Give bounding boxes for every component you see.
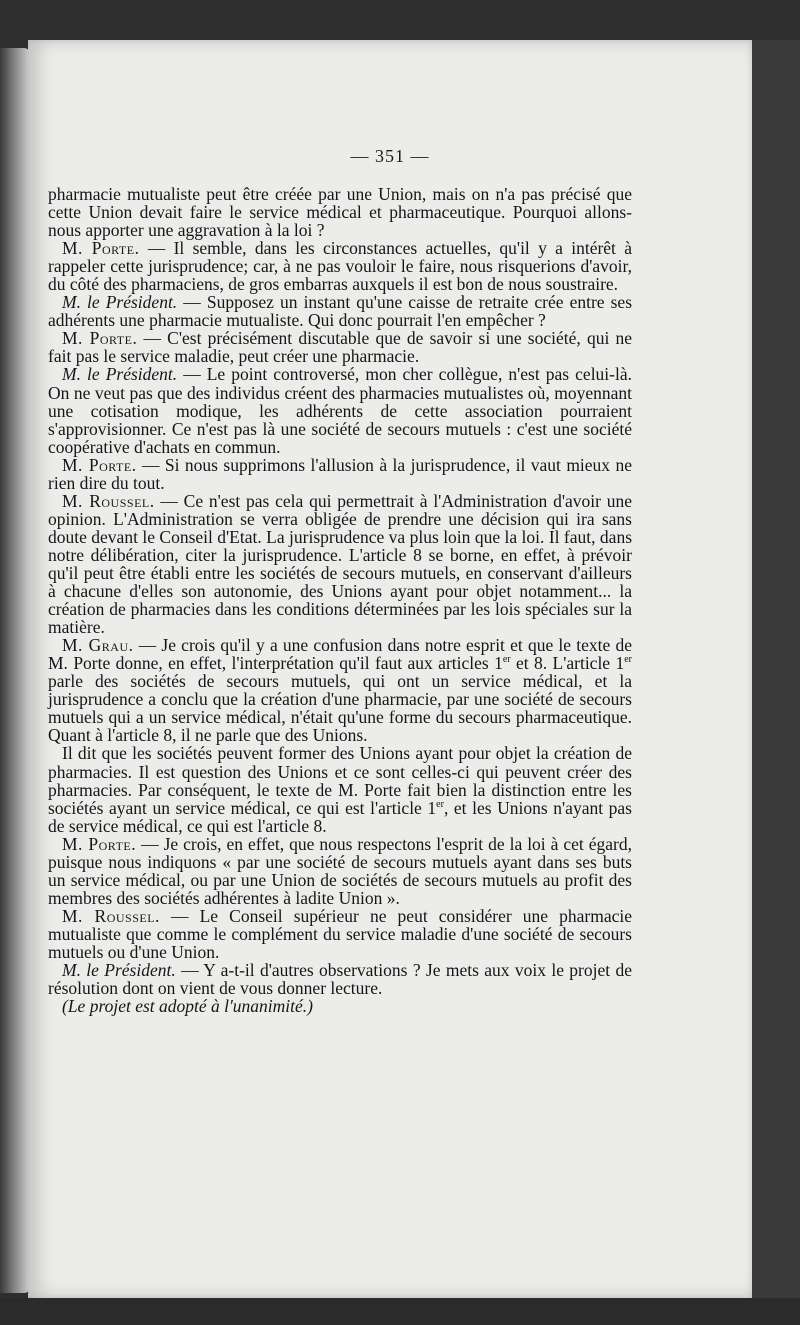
scan-background-right [752, 40, 800, 1298]
paragraph: M. Porte. — Il semble, dans les circonstances actuelles, qu'il y a intérêt à rappeler cette jurisprudence; car, à ne pas vouloir le faire, nous risquerions d'avoir, du côté des pharmaciens, de gros embarras auxquels il est bon de nous soustraire. [48, 238, 632, 295]
paragraph: M. le Président. — Supposez un instant qu'une caisse de retraite crée entre ses adhérents une pharmacie mutualiste. Qui donc pourrait l'en empêcher ? [48, 292, 633, 331]
speaker-name: M. le Président. [62, 960, 176, 981]
speaker-name: M. le Président. [62, 364, 178, 385]
paragraph: M. Roussel. — Le Conseil supérieur ne peut considérer une pharmacie mutualiste que comme le complément du service maladie d'une société de secours mutuels ou d'une Union. [48, 905, 632, 962]
speaker-name: M. Porte. [62, 238, 140, 259]
superscript: er [624, 654, 632, 666]
speaker-name: M. le Président. [62, 292, 178, 313]
speaker-name: M. Porte. [62, 328, 138, 349]
speaker-name: M. Grau. [62, 635, 134, 656]
page-number: — 351 — [350, 146, 430, 166]
paragraph: Il dit que les sociétés peuvent former des Unions ayant pour objet la création de pharmacies. Il est question des Unions et ce sont celles-ci qui peuvent créer des pharmacies. Par conséquent, le texte de M. Porte fait bien la distinction entre les sociétés ayant un service médical, ce qui est l'article 1er, et les Unions n'ayant pas de service médical, ce qui est l'article 8. [48, 743, 632, 836]
speaker-name: M. Roussel. [62, 490, 155, 511]
page-edge-left [0, 48, 30, 1293]
paragraph: M. Porte. — Je crois, en effet, que nous respectons l'esprit de la loi à cet égard, puisque nous indiquons « par une société de secours mutuels ayant dans ses buts un service médical, ou par une Union de sociétés de secours mutuels au profit des membres des sociétés adhérentes à ladite Union ». [48, 833, 632, 908]
scan-background-bottom [0, 1298, 800, 1325]
resolution-note: (Le projet est adopté à l'unanimité.) [62, 996, 313, 1017]
speaker-name: M. Porte. [62, 833, 137, 854]
speaker-name: M. Porte. [62, 454, 137, 475]
paragraph: M. Grau. — Je crois qu'il y a une confusion dans notre esprit et que le texte de M. Porte donne, en effet, l'interprétation qu'il faut aux articles 1er et 8. L'article 1er parle des sociétés de secours mutuels, qui ont un service médical, et la jurisprudence a conclu que la création d'une pharmacie, par une société de secours mutuels qui a un service médical, n'était qu'une forme du secours pharmaceutique. Quant à l'article 8, il ne parle que des Unions. [48, 635, 632, 746]
speaker-name: M. Roussel. [62, 905, 160, 926]
superscript: er [436, 798, 444, 810]
paragraph: M. Porte. — C'est précisément discutable que de savoir si une société, qui ne fait pas le service maladie, peut créer une pharmacie. [48, 328, 632, 367]
page-body [48, 185, 632, 1015]
paragraph: M. le Président. — Le point controversé, mon cher collègue, n'est pas celui-là. On ne veut pas que des individus créent des pharmacies mutualistes où, moyennant une cotisation modique, les adhérents de cette association pourraient s'approvisionner. Ce n'est pas là une société de secours mutuels : c'est une société coopérative d'achats en commun. [48, 364, 632, 457]
paragraph: pharmacie mutualiste peut être créée par une Union, mais on n'a pas précisé que cette Union devait faire le service médical et pharmaceutique. Pourquoi allons-nous apporter une aggravation à la loi ? [48, 184, 632, 241]
paragraph: M. le Président. — Y a-t-il d'autres observations ? Je mets aux voix le projet de résolution dont on vient de vous donner lecture. [48, 960, 632, 999]
paragraph: M. Porte. — Si nous supprimons l'allusion à la jurisprudence, il vaut mieux ne rien dire du tout. [48, 454, 632, 493]
paragraph [48, 997, 632, 1015]
superscript: er [502, 654, 511, 666]
paragraph: M. Roussel. — Ce n'est pas cela qui permettrait à l'Administration d'avoir une opinion. L'Administration se verra obligée de prendre une décision qui ira sans doute devant le Conseil d'Etat. La jurisprudence va plus loin que la loi. Il faut, dans notre délibération, citer la jurisprudence. L'article 8 se borne, en effet, à prévoir qu'il peut être établi entre les sociétés de secours mutuels, en conservant d'ailleurs à chacune d'elles son autonomie, des Unions ayant pour objet notamment... la création de pharmacies dans les conditions déterminées par les lois spéciales sur la matière. [48, 490, 632, 638]
